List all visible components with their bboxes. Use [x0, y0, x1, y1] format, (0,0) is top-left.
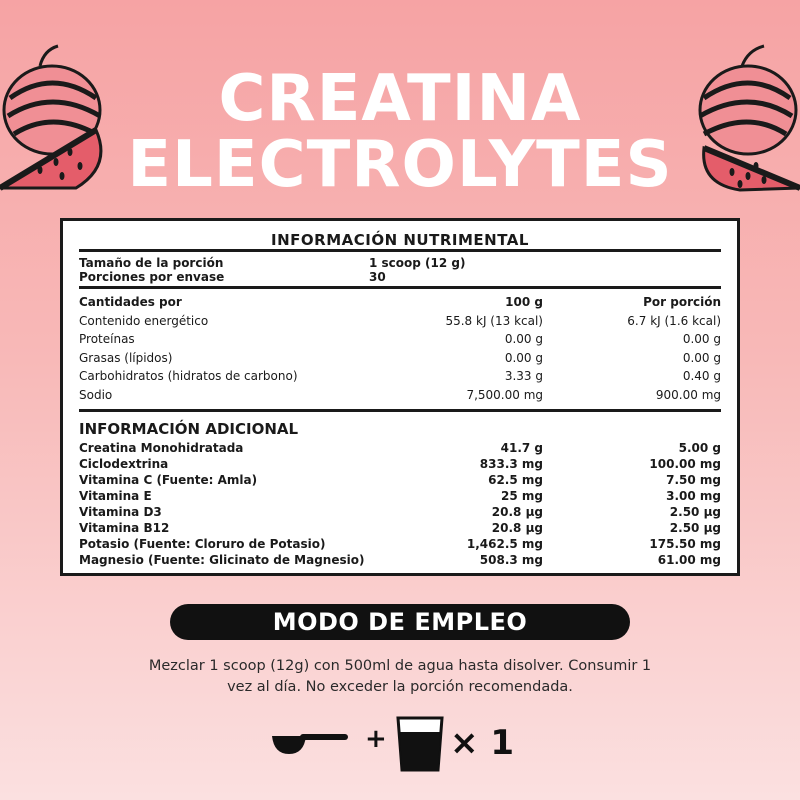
- ingredient-per-serving: 61.00 mg: [657, 553, 721, 567]
- per-serving-header: Por porción: [643, 295, 721, 309]
- instructions-line-2: vez al día. No exceder la porción recomendada.: [227, 679, 573, 695]
- ingredient-per-100g: 508.3 mg: [479, 553, 543, 567]
- ingredient-per-serving: 3.00 mg: [666, 489, 721, 503]
- nutrition-row: [79, 312, 721, 331]
- servings-per-container-row: [79, 270, 721, 284]
- nutrient-per-serving: 0.40 g: [682, 369, 721, 383]
- ingredient-label: Vitamina D3: [79, 505, 162, 519]
- nutrient-per-serving: 900.00 mg: [655, 387, 721, 402]
- additional-row: [79, 472, 721, 488]
- ingredient-per-serving: 5.00 g: [678, 441, 721, 455]
- ingredient-per-serving: 100.00 mg: [649, 457, 721, 471]
- ingredient-per-100g: 20.8 µg: [491, 505, 543, 519]
- ingredient-label: Vitamina E: [79, 489, 152, 503]
- ingredient-per-100g: 41.7 g: [500, 441, 543, 455]
- nutrient-per-serving: 0.00 g: [682, 350, 721, 365]
- divider: [79, 409, 721, 412]
- nutrient-per-100g: 7,500.00 mg: [466, 387, 543, 402]
- ingredient-label: Vitamina C (Fuente: Amla): [79, 473, 258, 487]
- ingredient-label: Potasio (Fuente: Cloruro de Potasio): [79, 537, 326, 551]
- nutrition-title: INFORMACIÓN NUTRIMENTAL: [271, 231, 529, 249]
- usage-title-pill: MODO DE EMPLEO: [170, 604, 630, 640]
- per-100g-header: 100 g: [505, 295, 543, 309]
- additional-row: [79, 520, 721, 536]
- ingredient-label: Vitamina B12: [79, 521, 170, 535]
- product-title-line1: CREATINA: [218, 62, 582, 136]
- nutrient-label: Sodio: [79, 387, 113, 402]
- instructions-line-1: Mezclar 1 scoop (12g) con 500ml de agua hasta disolver. Consumir 1: [148, 658, 652, 674]
- additional-row: [79, 536, 721, 552]
- ingredient-label: Creatina Monohidratada: [79, 441, 244, 455]
- ingredient-per-serving: 2.50 µg: [669, 521, 721, 535]
- nutrient-label: Proteínas: [79, 332, 135, 346]
- nutrient-per-100g: 0.00 g: [504, 350, 543, 365]
- nutrient-per-100g: 3.33 g: [504, 369, 543, 383]
- ingredient-per-serving: 7.50 mg: [666, 473, 721, 487]
- serving-size-value: 1 scoop (12 g): [369, 256, 466, 270]
- ingredient-per-100g: 833.3 mg: [479, 457, 543, 471]
- additional-row: [79, 456, 721, 472]
- serving-size-label: Tamaño de la porción: [79, 256, 224, 270]
- ingredient-per-100g: 62.5 mg: [488, 473, 543, 487]
- additional-row: [79, 440, 721, 456]
- ingredient-per-100g: 1,462.5 mg: [466, 537, 543, 551]
- nutrition-row: [79, 349, 721, 368]
- nutrient-per-serving: 0.00 g: [682, 332, 721, 346]
- amounts-per-label: Cantidades por: [79, 295, 182, 309]
- additional-info-title: INFORMACIÓN ADICIONAL: [79, 420, 299, 438]
- nutrient-per-100g: 0.00 g: [504, 332, 543, 346]
- nutrition-row: [79, 386, 721, 405]
- nutrition-facts-panel: [60, 218, 740, 576]
- times-one: × 1: [450, 723, 514, 763]
- nutrient-label: Carbohidratos (hidratos de carbono): [79, 369, 298, 383]
- nutrient-per-100g: 55.8 kJ (13 kcal): [445, 313, 543, 328]
- nutrition-header-row: [79, 293, 721, 312]
- additional-row: [79, 552, 721, 568]
- ingredient-label: Magnesio (Fuente: Glicinato de Magnesio): [79, 553, 365, 567]
- scoop-icon: [272, 734, 348, 754]
- nutrient-label: Grasas (lípidos): [79, 350, 173, 365]
- product-title-line2: ELECTROLYTES: [127, 128, 673, 202]
- servings-label: Porciones por envase: [79, 270, 225, 284]
- plus-sign: +: [365, 724, 387, 754]
- ingredient-per-100g: 20.8 µg: [491, 521, 543, 535]
- glass-icon: [398, 718, 442, 770]
- nutrition-row: [79, 330, 721, 349]
- ingredient-per-serving: 175.50 mg: [649, 537, 721, 551]
- nutrient-per-serving: 6.7 kJ (1.6 kcal): [627, 313, 721, 328]
- ingredient-per-100g: 25 mg: [501, 489, 543, 503]
- servings-value: 30: [369, 270, 386, 284]
- usage-icons: [270, 714, 530, 774]
- ingredient-per-serving: 2.50 µg: [669, 505, 721, 519]
- serving-size-row: [79, 256, 721, 270]
- nutrient-label: Contenido energético: [79, 313, 209, 328]
- usage-instructions: [110, 656, 690, 698]
- additional-row: [79, 488, 721, 504]
- ingredient-label: Ciclodextrina: [79, 457, 169, 471]
- nutrition-row: [79, 367, 721, 386]
- additional-row: [79, 504, 721, 520]
